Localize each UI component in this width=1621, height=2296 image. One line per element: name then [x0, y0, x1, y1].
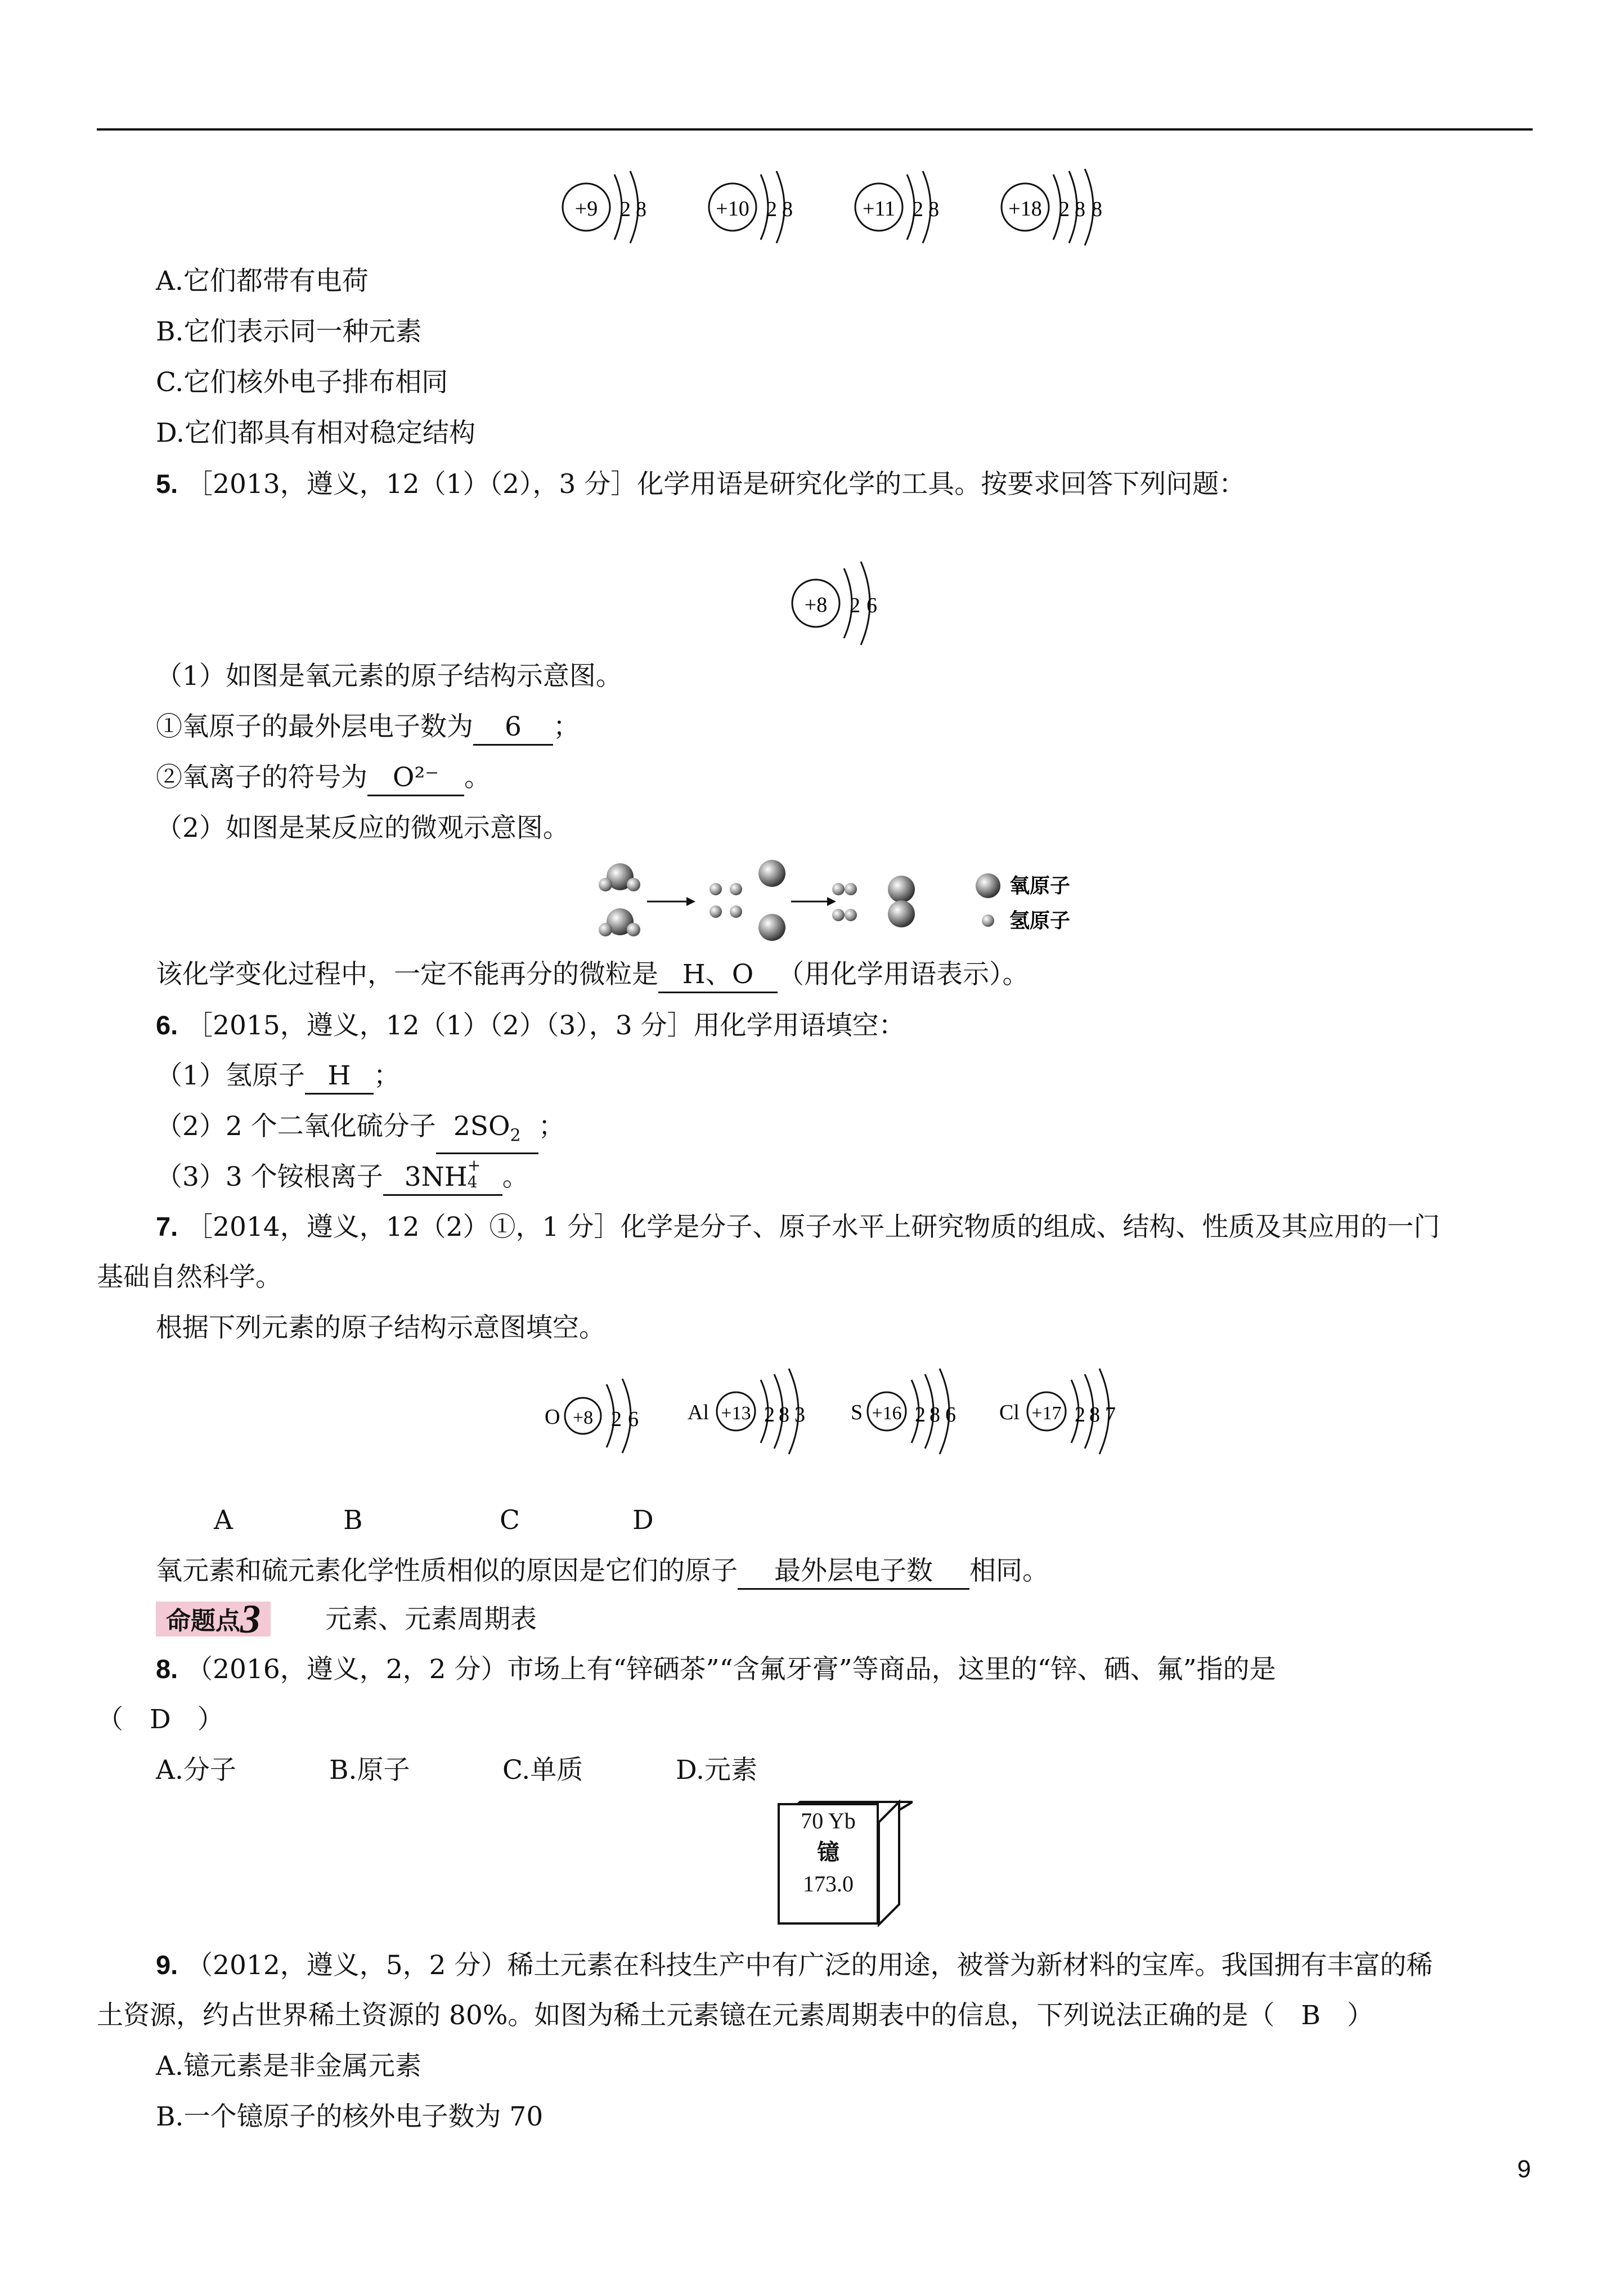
text: ；	[373, 1060, 400, 1091]
answer-blank: O²⁻	[367, 761, 464, 796]
answer-blank	[383, 1156, 502, 1196]
section-badge	[156, 1597, 271, 1642]
shell-count: 2	[850, 594, 860, 617]
question-stem: （2012，遵义，5，2 分）稀土元素在科技生产中有广泛的用途，被誉为新材料的宝库。我国拥有丰富的稀	[186, 1950, 1433, 1981]
sub-superscript	[467, 1156, 481, 1191]
q8-option-b: B.原子	[329, 1755, 410, 1786]
q4-option-d: D.它们都具有相对稳定结构	[156, 418, 475, 449]
shell-count: 6	[628, 1407, 639, 1431]
q4-option-c: C.它们核外电子排布相同	[156, 367, 448, 398]
q7-question	[156, 1554, 1049, 1590]
shell-count: 2	[1075, 1403, 1085, 1427]
q8-option-d: D.元素	[676, 1755, 757, 1786]
element-symbol: S	[851, 1401, 863, 1424]
text: （2）2 个二氧化硫分子	[156, 1111, 436, 1142]
shell-count: 2	[1059, 198, 1070, 221]
q7-stem-line2: 基础自然科学。	[97, 1262, 282, 1293]
question-stem: ［2015，遵义，12（1）（2）（3），3 分］用化学用语填空：	[186, 1010, 905, 1041]
question-number: 7.	[156, 1212, 178, 1241]
question-number: 5.	[156, 469, 178, 499]
separated-atoms	[710, 860, 785, 941]
q5-part2: （2）如图是某反应的微观示意图。	[156, 813, 569, 844]
shell-count: 6	[945, 1403, 956, 1427]
q5-stem	[156, 467, 1245, 501]
question-stem: （2016，遵义，2，2 分）市场上有“锌硒茶”“含氟牙膏”等商品，这里的“锌、硒、氟”指的是	[186, 1654, 1276, 1685]
shell-count: 2	[611, 1407, 622, 1431]
text: 相同。	[969, 1555, 1049, 1586]
question-number: 9.	[156, 1950, 178, 1980]
shell-count: 8	[636, 198, 646, 221]
arrow-icon	[647, 897, 695, 906]
q8-option-a: A.分子	[156, 1755, 236, 1786]
q6-part2	[156, 1110, 565, 1154]
shell-count: 6	[866, 594, 877, 617]
shell-count: 2	[766, 198, 777, 221]
shell-count: 8	[1089, 1403, 1100, 1427]
shell-count: 2	[620, 198, 631, 221]
subscript: 2	[510, 1125, 521, 1146]
element-symbol: Al	[688, 1401, 709, 1424]
q5-part1: （1）如图是氧元素的原子结构示意图。	[156, 661, 622, 692]
q8-stem	[156, 1652, 1276, 1687]
diagram-label-c: C	[500, 1505, 520, 1536]
atom-diagram-s	[851, 1369, 956, 1454]
reaction-micro-diagram	[591, 855, 1097, 945]
section-title: 元素、元素周期表	[325, 1604, 537, 1635]
ion-structure-diagrams	[551, 169, 1148, 253]
q9-option-b: B.一个镱原子的核外电子数为 70	[156, 2101, 544, 2132]
question-stem: ［2013，遵义，12（1）（2），3 分］化学用语是研究化学的工具。按要求回答下列问题：	[186, 469, 1246, 500]
answer-blank: 6	[473, 710, 553, 746]
q6-stem	[156, 1008, 905, 1043]
text: 该化学变化过程中，一定不能再分的微粒是	[156, 959, 658, 990]
shell-count: 2	[764, 1403, 775, 1427]
header-rule	[97, 128, 1533, 131]
nucleus-label: +16	[872, 1403, 902, 1424]
ion-diagram-3	[855, 171, 939, 243]
ion-diagram-2	[709, 171, 793, 243]
q9-stem-line2: 土资源，约占世界稀土资源的 80%。如图为稀土元素镱在元素周期表中的信息，下列说法正确的是（ B ）	[97, 2000, 1373, 2031]
text: 。	[464, 762, 491, 793]
nucleus-label: +17	[1031, 1403, 1062, 1424]
legend	[976, 873, 1070, 932]
text: （用化学用语表示）。	[778, 959, 1029, 990]
superscript: +	[467, 1156, 481, 1174]
answer-blank: H	[305, 1059, 374, 1095]
shell-count: 8	[779, 1403, 789, 1427]
nucleus-label: +8	[572, 1407, 594, 1428]
q7-stem-line1	[156, 1210, 1440, 1244]
q5-part2-question	[156, 958, 1029, 993]
text: （3）3 个铵根离子	[156, 1162, 383, 1192]
formula: 3NH	[404, 1162, 468, 1192]
shell-count: 8	[1075, 198, 1085, 221]
text: （1）氢原子	[156, 1060, 305, 1091]
subscript: 4	[467, 1173, 478, 1191]
nucleus-label: +10	[716, 197, 749, 221]
shell-count: 8	[782, 198, 793, 221]
ion-diagram-1	[563, 171, 646, 243]
text: ；	[538, 1111, 565, 1142]
hydrogen-molecules	[832, 883, 857, 921]
shell-count: 3	[794, 1403, 805, 1427]
element-symbol: O	[545, 1405, 560, 1429]
formula: 2SO	[453, 1111, 510, 1142]
atomic-number-symbol: 70 Yb	[801, 1808, 856, 1833]
water-molecule	[599, 908, 640, 936]
badge-label: 命题点	[166, 1607, 240, 1635]
text: 氧元素和硫元素化学性质相似的原因是它们的原子	[156, 1555, 738, 1586]
question-stem: ［2014，遵义，12（2）①，1 分］化学是分子、原子水平上研究物质的组成、结构、性质及其应用的一门	[186, 1212, 1440, 1243]
text: 。	[502, 1162, 529, 1192]
q9-stem-line1	[156, 1948, 1433, 1983]
text: ；	[553, 711, 580, 742]
nucleus-label: +18	[1008, 197, 1042, 221]
q8-answer: （ D ）	[97, 1704, 224, 1735]
arrow-icon	[791, 897, 836, 906]
nucleus-label: +13	[721, 1403, 751, 1424]
q9-option-a: A.镱元素是非金属元素	[156, 2051, 421, 2082]
q8-option-c: C.单质	[502, 1755, 583, 1786]
text: ②氧离子的符号为	[156, 762, 367, 793]
q6-part1	[156, 1059, 400, 1095]
answer-blank	[436, 1110, 538, 1154]
diagram-label-d: D	[632, 1505, 654, 1536]
ytterbium-element-card	[778, 1803, 879, 1925]
element-name: 镱	[817, 1840, 839, 1866]
question-number: 6.	[156, 1010, 178, 1040]
shell-count: 2	[913, 198, 923, 221]
page-number: 9	[1517, 2155, 1531, 2183]
q5-part1b	[156, 761, 491, 796]
shell-count: 8	[928, 198, 939, 221]
shell-count: 8	[1092, 198, 1102, 221]
diagram-label-a: A	[214, 1505, 233, 1536]
shell-count: 2	[915, 1403, 926, 1427]
atom-diagram-cl	[999, 1369, 1116, 1454]
atom-diagram-al	[688, 1369, 805, 1454]
q7-intro: 根据下列元素的原子结构示意图填空。	[156, 1312, 605, 1343]
shell-count: 7	[1105, 1403, 1116, 1427]
q4-option-a: A.它们都带有电荷	[156, 266, 369, 297]
q6-part3	[156, 1156, 529, 1196]
shell-count: 8	[930, 1403, 940, 1427]
atomic-mass: 173.0	[803, 1871, 854, 1896]
badge-number: 3	[240, 1597, 261, 1642]
nucleus-label: +8	[804, 593, 828, 617]
element-symbol: Cl	[999, 1401, 1020, 1424]
legend-hydrogen-label: 氢原子	[1009, 909, 1071, 932]
ion-diagram-4	[1002, 169, 1102, 245]
atom-diagram-o	[545, 1379, 639, 1453]
legend-oxygen-label: 氧原子	[1009, 875, 1071, 897]
q7-atom-diagrams	[540, 1367, 1148, 1463]
diagram-label-b: B	[343, 1505, 363, 1536]
text: ①氧原子的最外层电子数为	[156, 711, 473, 742]
nucleus-label: +9	[574, 197, 598, 221]
nucleus-label: +11	[862, 197, 896, 221]
answer-blank: 最外层电子数	[738, 1554, 969, 1590]
q4-option-b: B.它们表示同一种元素	[156, 316, 422, 347]
q5-part1a	[156, 710, 580, 746]
answer-blank: H、O	[658, 958, 778, 993]
question-number: 8.	[156, 1654, 178, 1684]
water-molecule	[599, 863, 640, 891]
oxygen-molecule	[888, 876, 915, 927]
oxygen-atom-diagram	[788, 557, 911, 653]
